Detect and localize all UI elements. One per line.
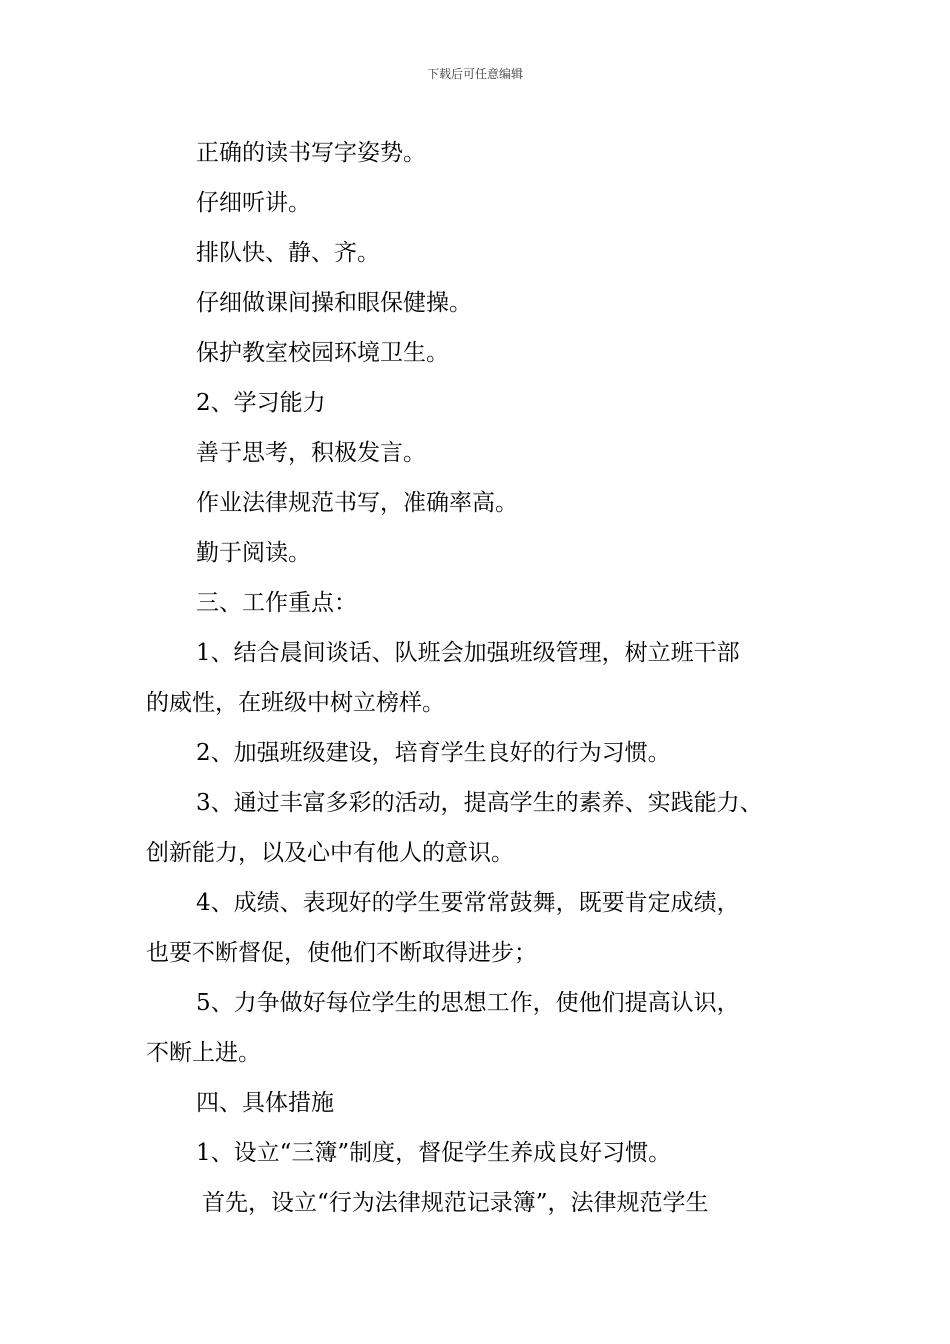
text-line: 5、力争做好每位学生的思想工作，使他们提高认识， bbox=[196, 990, 740, 1016]
text-line: 排队快、静、齐。 bbox=[196, 240, 380, 266]
section-heading: 2、学习能力 bbox=[196, 390, 326, 416]
text-line: 创新能力，以及心中有他人的意识。 bbox=[146, 840, 514, 866]
section-heading: 四、具体措施 bbox=[196, 1090, 334, 1116]
text-line: 不断上进。 bbox=[146, 1040, 261, 1066]
text-line: 首先，设立“行为法律规范记录簿”，法律规范学生 bbox=[202, 1190, 709, 1216]
text-line: 1、结合晨间谈话、队班会加强班级管理，树立班干部 bbox=[196, 640, 740, 666]
text-line: 善于思考，积极发言。 bbox=[196, 440, 426, 466]
section-heading: 三、工作重点： bbox=[196, 590, 357, 616]
text-line: 的威性，在班级中树立榜样。 bbox=[146, 690, 445, 716]
text-line: 保护教室校园环境卫生。 bbox=[196, 340, 449, 366]
text-line: 仔细听讲。 bbox=[196, 190, 311, 216]
text-line: 正确的读书写字姿势。 bbox=[196, 140, 426, 166]
text-line: 作业法律规范书写，准确率高。 bbox=[196, 490, 518, 516]
text-line: 勤于阅读。 bbox=[196, 540, 311, 566]
text-line: 4、成绩、表现好的学生要常常鼓舞，既要肯定成绩， bbox=[196, 890, 740, 916]
page-header: 下载后可任意编辑 bbox=[426, 67, 523, 81]
text-line: 也要不断督促，使他们不断取得进步； bbox=[146, 940, 537, 966]
text-line: 3、通过丰富多彩的活动，提高学生的素养、实践能力、 bbox=[196, 790, 763, 816]
text-line: 2、加强班级建设，培育学生良好的行为习惯。 bbox=[196, 740, 671, 766]
document-body bbox=[146, 128, 836, 1228]
text-line: 1、设立“三簿”制度，督促学生养成良好习惯。 bbox=[196, 1140, 672, 1166]
text-line: 仔细做课间操和眼保健操。 bbox=[196, 290, 472, 316]
